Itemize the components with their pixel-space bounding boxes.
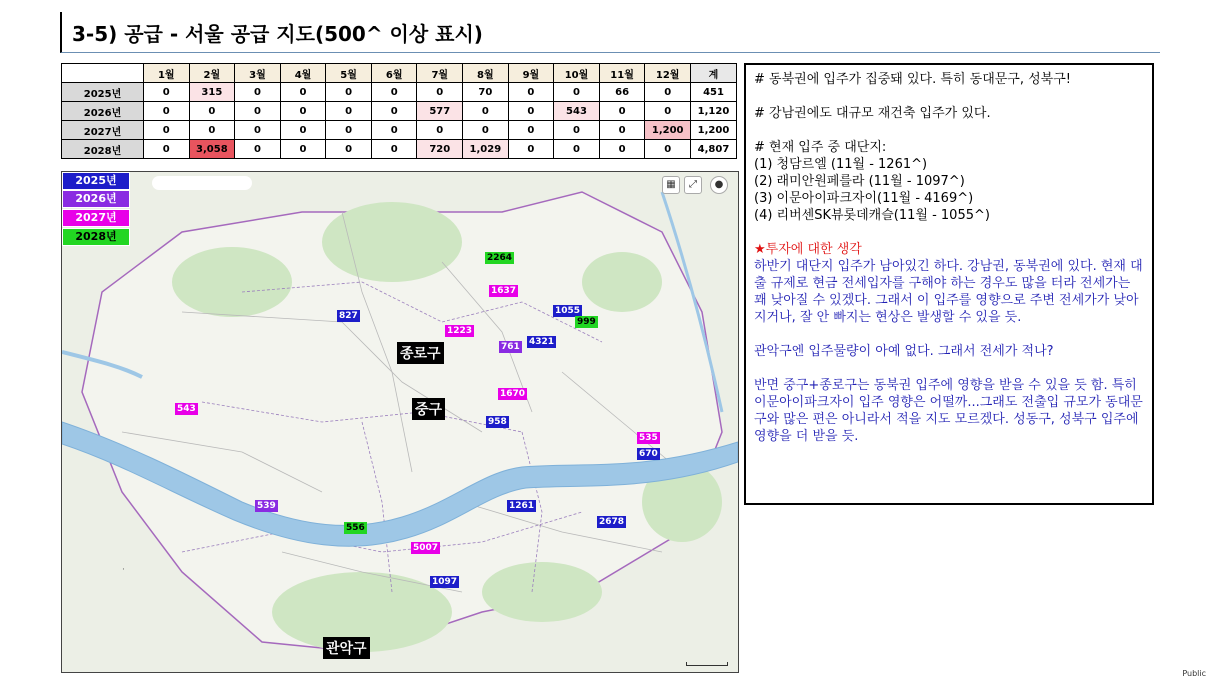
table-cell: 0 (371, 121, 417, 140)
table-cell: 0 (235, 102, 281, 121)
table-cell: 0 (599, 140, 645, 159)
map-marker[interactable]: 1670 (500, 389, 526, 399)
table-cell: 0 (508, 102, 554, 121)
table-cell: 0 (280, 102, 326, 121)
map-marker[interactable]: 958 (488, 417, 507, 427)
table-row (62, 83, 737, 102)
table-cell: 0 (189, 102, 235, 121)
table-cell: 0 (508, 121, 554, 140)
month-header: 1월 (144, 64, 190, 83)
table-cell: 0 (645, 102, 691, 121)
map-marker[interactable]: 4321 (529, 337, 555, 347)
table-header-row (62, 64, 737, 83)
seoul-supply-map[interactable] (61, 171, 739, 673)
map-marker[interactable]: 5007 (413, 543, 439, 553)
note-paragraph: 반면 중구+종로구는 동북권 입주에 영향을 받을 수 있을 듯 함. 특히 이문아이파크자이 입주 영향은 어떨까...그래도 전출입 규모가 동대문구와 많은 편은 아니라서 적을 지도 모르겠다. 성동구, 성북구 입주에 영향을 더 받을 듯. (754, 378, 1143, 444)
complex-item: (4) 리버센SK뷰롯데캐슬(11월 - 1055^) (754, 208, 990, 223)
map-marker[interactable]: 1637 (491, 286, 517, 296)
table-cell: 70 (463, 83, 509, 102)
table-cell: 0 (508, 83, 554, 102)
legend-2027: 2027년 (62, 209, 130, 227)
note-line: # 강남권에도 대규모 재건축 입주가 있다. (754, 106, 991, 121)
table-cell: 543 (554, 102, 600, 121)
map-marker[interactable]: 999 (577, 317, 596, 327)
map-marker[interactable]: 2678 (599, 517, 625, 527)
table-cell: 0 (144, 140, 190, 159)
total-cell: 1,200 (691, 121, 737, 140)
table-cell: 0 (235, 121, 281, 140)
map-marker[interactable]: 535 (639, 433, 658, 443)
table-cell: 0 (235, 140, 281, 159)
map-layers-icon[interactable]: ▦ (662, 176, 680, 194)
month-header: 2월 (189, 64, 235, 83)
footer-public-label: Public (1182, 669, 1206, 678)
district-label-jongno: 종로구 (397, 342, 444, 364)
month-header: 4월 (280, 64, 326, 83)
month-header: 12월 (645, 64, 691, 83)
table-corner (62, 64, 144, 83)
year-cell: 2027년 (62, 121, 144, 140)
month-header: 7월 (417, 64, 463, 83)
table-cell: 0 (189, 121, 235, 140)
complex-item: (2) 래미안원페를라 (11월 - 1097^) (754, 174, 965, 189)
table-cell: 0 (645, 83, 691, 102)
map-marker[interactable]: 761 (501, 342, 520, 352)
note-line: # 현재 입주 중 대단지: (754, 140, 887, 155)
table-cell: 0 (280, 140, 326, 159)
map-marker[interactable]: 827 (339, 311, 358, 321)
legend-2028: 2028년 (62, 228, 130, 246)
total-cell: 1,120 (691, 102, 737, 121)
table-row (62, 121, 737, 140)
month-header: 9월 (508, 64, 554, 83)
total-cell: 451 (691, 83, 737, 102)
map-marker[interactable]: 2264 (487, 253, 513, 263)
month-header: 10월 (554, 64, 600, 83)
table-cell: 577 (417, 102, 463, 121)
map-fullscreen-icon[interactable]: ⤢ (684, 176, 702, 194)
supply-table (61, 63, 737, 159)
map-marker[interactable]: 1223 (447, 326, 473, 336)
table-cell: 0 (144, 83, 190, 102)
map-background (62, 172, 738, 672)
table-cell: 720 (417, 140, 463, 159)
map-marker[interactable]: 543 (177, 404, 196, 414)
district-label-junggu: 중구 (412, 398, 445, 420)
table-cell: 0 (417, 83, 463, 102)
total-header: 계 (691, 64, 737, 83)
table-cell: 0 (554, 140, 600, 159)
table-cell: 0 (144, 102, 190, 121)
district-label-gwanak: 관악구 (323, 637, 370, 659)
table-row (62, 102, 737, 121)
month-header: 11월 (599, 64, 645, 83)
map-scale-bar (686, 662, 728, 666)
map-profile-icon[interactable]: ● (710, 176, 728, 194)
table-cell: 0 (599, 121, 645, 140)
table-cell: 0 (463, 102, 509, 121)
year-cell: 2025년 (62, 83, 144, 102)
map-marker[interactable]: 539 (257, 501, 276, 511)
title-bar (60, 12, 1160, 53)
table-cell: 3,058 (189, 140, 235, 159)
map-marker[interactable]: 1261 (509, 501, 535, 511)
table-cell: 0 (417, 121, 463, 140)
total-cell: 4,807 (691, 140, 737, 159)
table-cell: 0 (280, 83, 326, 102)
table-cell: 0 (371, 102, 417, 121)
table-cell: 1,200 (645, 121, 691, 140)
map-marker[interactable]: 1055 (555, 306, 581, 316)
complex-item: (3) 이문아이파크자이(11월 - 4169^) (754, 191, 974, 206)
table-cell: 0 (371, 140, 417, 159)
complex-item: (1) 청담르엘 (11월 - 1261^) (754, 157, 928, 172)
table-cell: 0 (326, 140, 372, 159)
svg-text:·: · (122, 565, 125, 575)
table-cell: 0 (554, 83, 600, 102)
map-marker[interactable]: 1097 (432, 577, 458, 587)
table-cell: 0 (326, 83, 372, 102)
table-cell: 0 (371, 83, 417, 102)
notes-panel (744, 63, 1154, 505)
map-marker[interactable]: 556 (346, 523, 365, 533)
table-cell: 0 (280, 121, 326, 140)
legend-2025: 2025년 (62, 172, 130, 190)
table-cell: 0 (144, 121, 190, 140)
legend-2026: 2026년 (62, 190, 130, 208)
investment-heading: ★투자에 대한 생각 (754, 242, 862, 257)
note-line: # 동북권에 입주가 집중돼 있다. 특히 동대문구, 성북구! (754, 72, 1072, 87)
map-search-toolbar[interactable] (152, 176, 252, 190)
year-cell: 2026년 (62, 102, 144, 121)
table-cell: 1,029 (463, 140, 509, 159)
month-header: 3월 (235, 64, 281, 83)
month-header: 6월 (371, 64, 417, 83)
table-cell: 66 (599, 83, 645, 102)
table-cell: 0 (326, 121, 372, 140)
month-header: 5월 (326, 64, 372, 83)
table-cell: 315 (189, 83, 235, 102)
month-header: 8월 (463, 64, 509, 83)
note-paragraph: 관악구엔 입주물량이 아예 없다. 그래서 전세가 적나? (754, 344, 1054, 359)
page-title: 3-5) 공급 - 서울 공급 지도(500^ 이상 표시) (72, 22, 483, 46)
table-cell: 0 (235, 83, 281, 102)
table-cell: 0 (599, 102, 645, 121)
table-cell: 0 (554, 121, 600, 140)
table-cell: 0 (508, 140, 554, 159)
table-cell: 0 (326, 102, 372, 121)
map-marker[interactable]: 670 (639, 449, 658, 459)
year-cell: 2028년 (62, 140, 144, 159)
table-cell: 0 (645, 140, 691, 159)
table-row (62, 140, 737, 159)
note-paragraph: 하반기 대단지 입주가 남아있긴 하다. 강남권, 동북권에 있다. 현재 대출 규제로 현금 전세입자를 구해야 하는 경우도 많을 터라 전세가는 꽤 낮아질 수 있겠다. 그래서 이 입주를 영향으로 주변 전세가가 낮아지거나, 잘 안 빠지는 현상은 발생할 수 있을 듯. (754, 259, 1143, 325)
table-cell: 0 (463, 121, 509, 140)
